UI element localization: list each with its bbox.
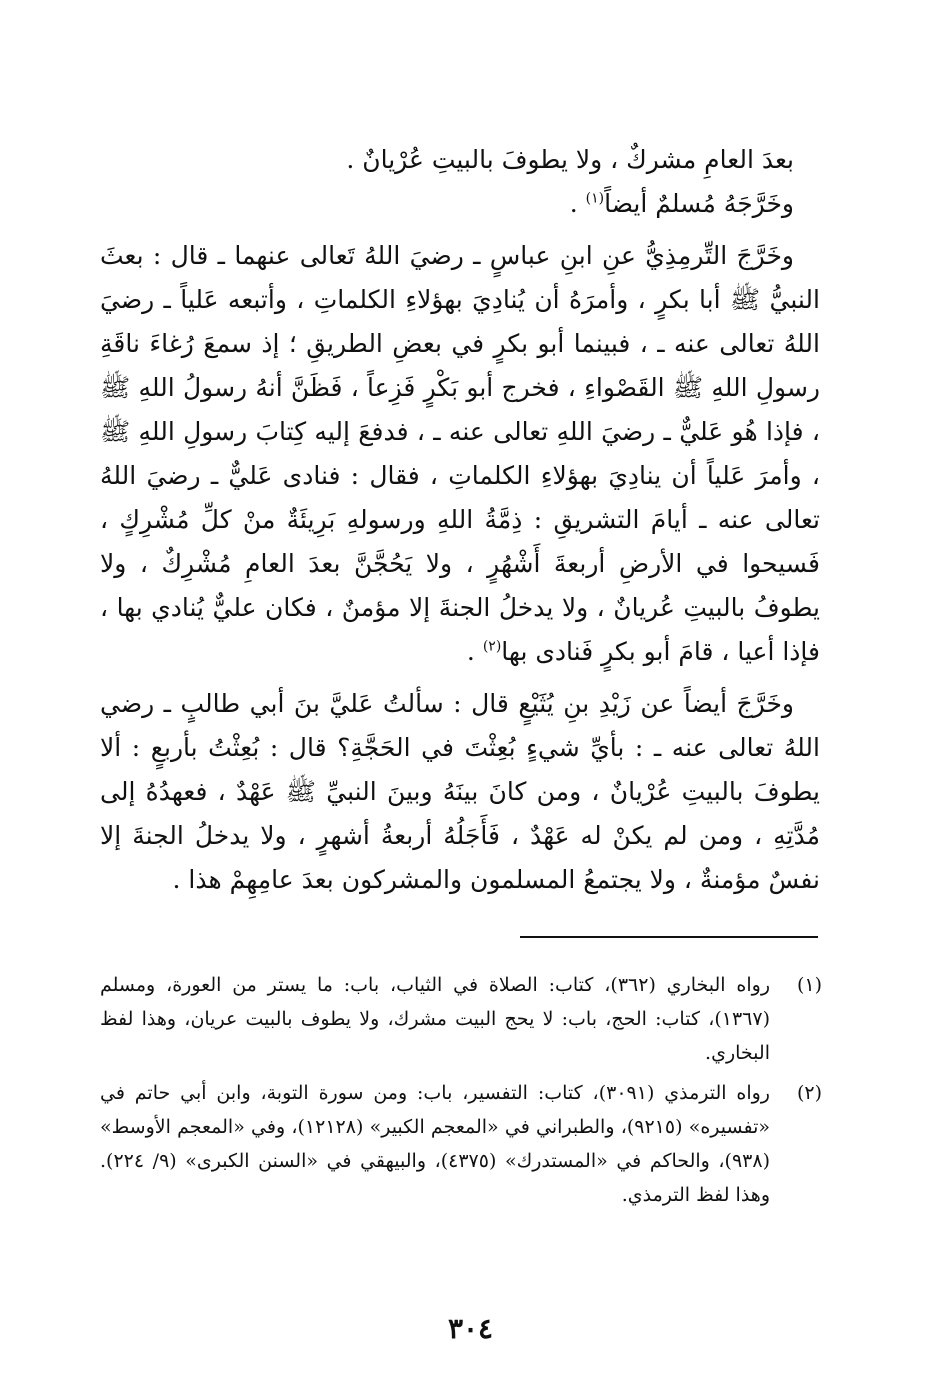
paragraph-1-text: بعدَ العامِ مشركٌ ، ولا يطوفَ بالبيتِ عُرْيانٌ .	[346, 145, 794, 174]
paragraph-1	[100, 138, 820, 182]
footnote-2-number: (٢)	[796, 1082, 822, 1104]
paragraph-4-text: وخَرَّجَ أيضاً عن زَيْدِ بنِ يُثَيْعٍ قال : سألتُ عَليَّ بنَ أبي طالبٍ ـ رضي اللهُ تعالى عنه ـ : بأيِّ شيءٍ بُعِثْتَ في الحَجَّةِ؟ قال : بُعِثْتُ بأربعٍ : ألا يطوفَ بالبيتِ عُرْيانٌ ، ومن كانَ بينَهُ وبينَ النبيِّ ﷺ عَهْدٌ ، فعهدُهُ إلى مُدَّتِهِ ، ومن لم يكنْ له عَهْدٌ ، فَأَجَلُهُ أربعةُ أشهرٍ ، ولا يدخلُ الجنةَ إلا نفسٌ مؤمنةٌ ، ولا يجتمعُ المسلمون والمشركون بعدَ عامِهِمْ هذا .	[100, 689, 820, 894]
page-number: ٣٠٤	[447, 1312, 494, 1345]
paragraph-2: وخَرَّجَهُ مُسلمٌ أيضاً$^{(١)}$ .	[569, 189, 794, 218]
main-text	[100, 138, 820, 902]
paragraph-3	[100, 234, 820, 674]
paragraph-2-text: وخَرَّجَهُ مُسلمٌ أيضاً	[604, 189, 794, 218]
footnote-2	[100, 1076, 822, 1212]
footnote-1-number: (١)	[796, 974, 822, 996]
paragraph-3-text: وخَرَّجَ التِّرمِذِيُّ عنِ ابنِ عباسٍ ـ رضيَ اللهُ تَعالى عنهما ـ قال : بعثَ النبيُّ ﷺ أبا بكرٍ ، وأمرَهُ أن يُنادِيَ بهؤلاءِ الكلماتِ ، وأتبعه عَلياً ـ رضيَ اللهُ تعالى عنه ـ ، فبينما أبو بكرٍ في بعضِ الطريقِ ؛ إذ سمعَ رُغاءَ ناقَةِ رسولِ اللهِ ﷺ القَصْواءِ ، فخرج أبو بَكْرٍ فَزِعاً ، فَظَنَّ أنهُ رسولُ اللهِ ﷺ ، فإذا هُو عَليٌّ ـ رضيَ اللهِ تعالى عنه ـ ، فدفعَ إليه كِتابَ رسولِ اللهِ ﷺ ، وأمرَ عَلياً أن ينادِيَ بهؤلاءِ الكلماتِ ، فقال : فنادى عَليٌّ ـ رضيَ اللهُ تعالى عنه ـ أيامَ التشريقِ : ذِمَّةُ اللهِ ورسولهِ بَرِيئَةٌ منْ كلِّ مُشْرِكٍ ، فَسيحوا في الأرضِ أربعةَ أَشْهُرٍ ، ولا يَحُجَّنَّ بعدَ العامِ مُشْرِكٌ ، ولا يطوفُ بالبيتِ عُريانٌ ، ولا يدخلُ الجنةَ إلا مؤمنٌ ، فكان عليٌّ يُنادي بها ، فإذا أعيا ، قامَ أبو بكرٍ فَنادى بها	[100, 241, 820, 666]
footnote-1	[100, 968, 822, 1070]
footnote-1-text: رواه البخاري (٣٦٢)، كتاب: الصلاة في الثياب، باب: ما يستر من العورة، ومسلم (١٣٦٧)، كتاب: الحج، باب: لا يحج البيت مشرك، ولا يطوف بالبيت عريان، وهذا لفظ البخاري.	[100, 974, 771, 1064]
paragraph-4	[100, 682, 820, 902]
footnote-2-text: رواه الترمذي (٣٠٩١)، كتاب: التفسير، باب: ومن سورة التوبة، وابن أبي حاتم في «تفسيره» (٩٢١٥)، والطبراني في «المعجم الكبير» (١٢١٢٨)، وفي «المعجم الأوسط» (٩٣٨)، والحاكم في «المستدرك» (٤٣٧٥)، والبيهقي في «السنن الكبرى» (٩/ ٢٢٤). وهذا لفظ الترمذي.	[100, 1082, 770, 1206]
footnotes	[100, 968, 822, 1218]
footnote-separator	[520, 936, 818, 938]
paragraph-3-end: .	[466, 637, 483, 666]
footnote-ref-2[interactable]: (٢)	[482, 638, 502, 655]
footnote-ref-1[interactable]: (١)	[585, 190, 605, 207]
